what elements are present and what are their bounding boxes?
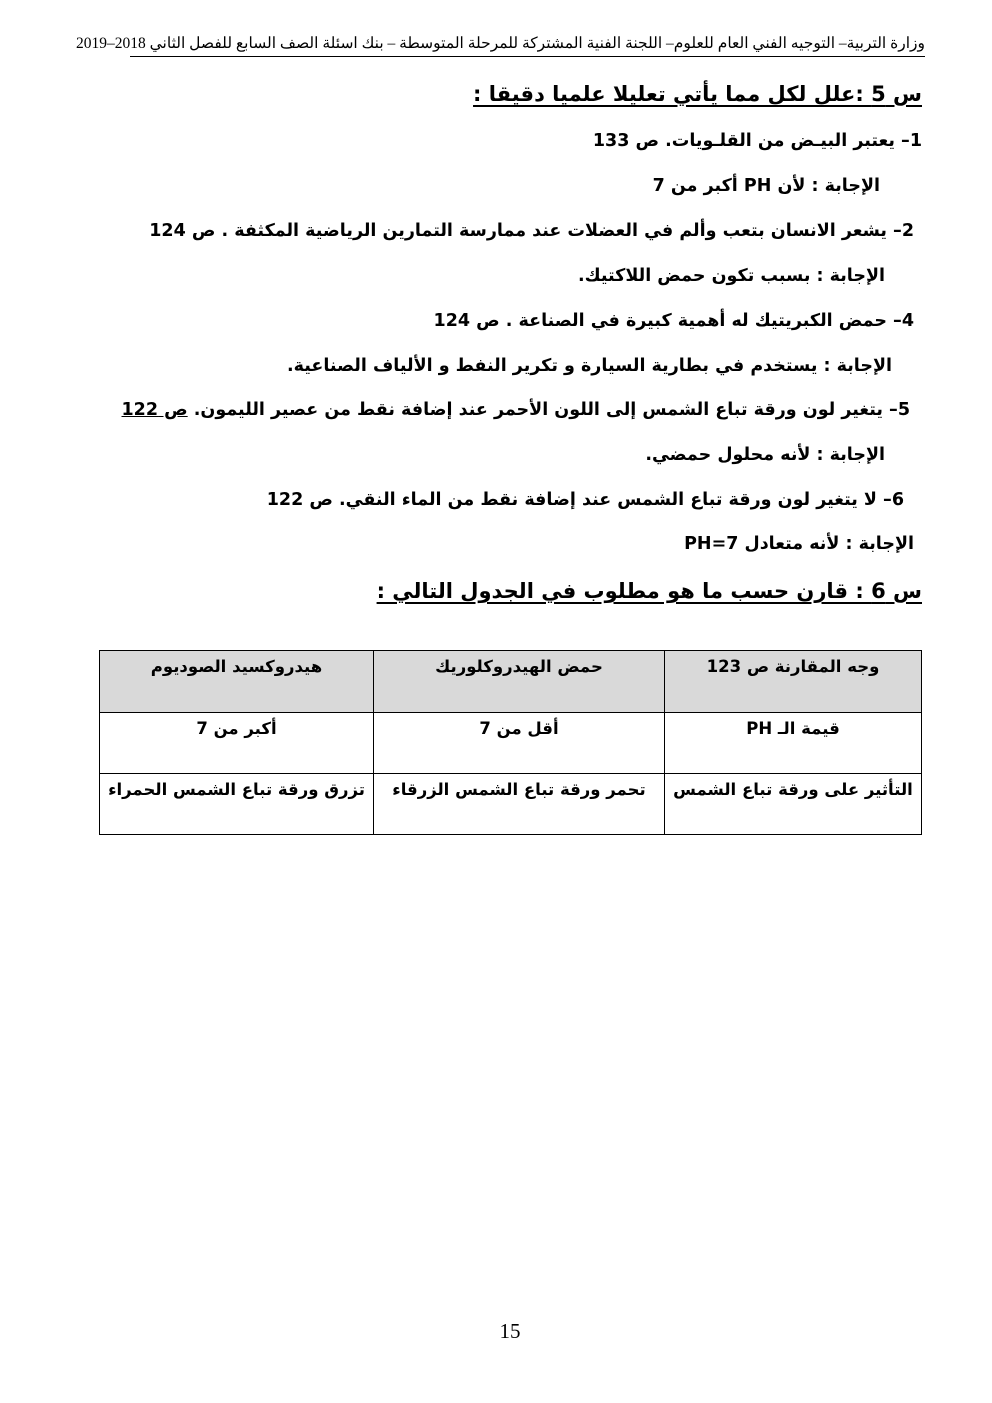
table-header-cell: وجه المقارنة ص 123 bbox=[665, 651, 922, 713]
q5-item-6-answer: الإجابة : لأنه متعادل PH=7 bbox=[684, 534, 914, 554]
question-6-title: س 6 : قارن حسب ما هو مطلوب في الجدول التالي : bbox=[376, 579, 922, 603]
q5-item-6-question: 6– لا يتغير لون ورقة تباع الشمس عند إضافة نقط من الماء النقي. ص 122 bbox=[266, 490, 904, 510]
q5-item-5-question-text: 5– يتغير لون ورقة تباع الشمس إلى اللون الأحمر عند إضافة نقط من عصير الليمون. bbox=[187, 400, 910, 420]
q5-item-5-question bbox=[122, 398, 911, 422]
table-row bbox=[100, 774, 922, 835]
question-5-title: س 5 :علل لكل مما يأتي تعليلا علميا دقيقا : bbox=[473, 82, 922, 106]
table-header-cell: حمض الهيدروكلوريك bbox=[374, 651, 665, 713]
table-cell: أكبر من 7 bbox=[100, 713, 374, 774]
table-cell: التأثير على ورقة تباع الشمس bbox=[665, 774, 922, 835]
q5-item-5-answer: الإجابة : لأنه محلول حمضي. bbox=[645, 445, 885, 465]
page-header: وزارة التربية– التوجيه الفني العام للعلوم– اللجنة الفنية المشتركة للمرحلة المتوسطة – بنك اسئلة الصف السابع للفصل الثاني 2018–2019 bbox=[130, 34, 925, 57]
q5-item-5-page-ref: ص 122 bbox=[121, 400, 188, 420]
table-cell: تحمر ورقة تباع الشمس الزرقاء bbox=[374, 774, 665, 835]
q5-item-4-question: 4– حمض الكبريتيك له أهمية كبيرة في الصناعة . ص 124 bbox=[433, 311, 914, 331]
table-cell: قيمة الـ PH bbox=[665, 713, 922, 774]
q5-item-1-question: 1– يعتبر البيـض من القلـويات. ص 133 bbox=[592, 131, 922, 151]
q5-item-2-question: 2– يشعر الانسان بتعب وألم في العضلات عند ممارسة التمارين الرياضية المكثفة . ص 124 bbox=[149, 221, 914, 241]
comparison-table bbox=[99, 650, 922, 835]
q5-item-1-answer: الإجابة : لأن PH أكبر من 7 bbox=[652, 176, 880, 196]
page-number: 15 bbox=[499, 1319, 521, 1343]
table-cell: تزرق ورقة تباع الشمس الحمراء bbox=[100, 774, 374, 835]
table-cell: أقل من 7 bbox=[374, 713, 665, 774]
table-row bbox=[100, 713, 922, 774]
table-header-row bbox=[100, 651, 922, 713]
q5-item-2-answer: الإجابة : بسبب تكون حمض اللاكتيك. bbox=[577, 266, 885, 286]
q5-item-4-answer: الإجابة : يستخدم في بطارية السيارة و تكرير النفط و الألياف الصناعية. bbox=[286, 356, 892, 376]
table-header-cell: هيدروكسيد الصوديوم bbox=[100, 651, 374, 713]
